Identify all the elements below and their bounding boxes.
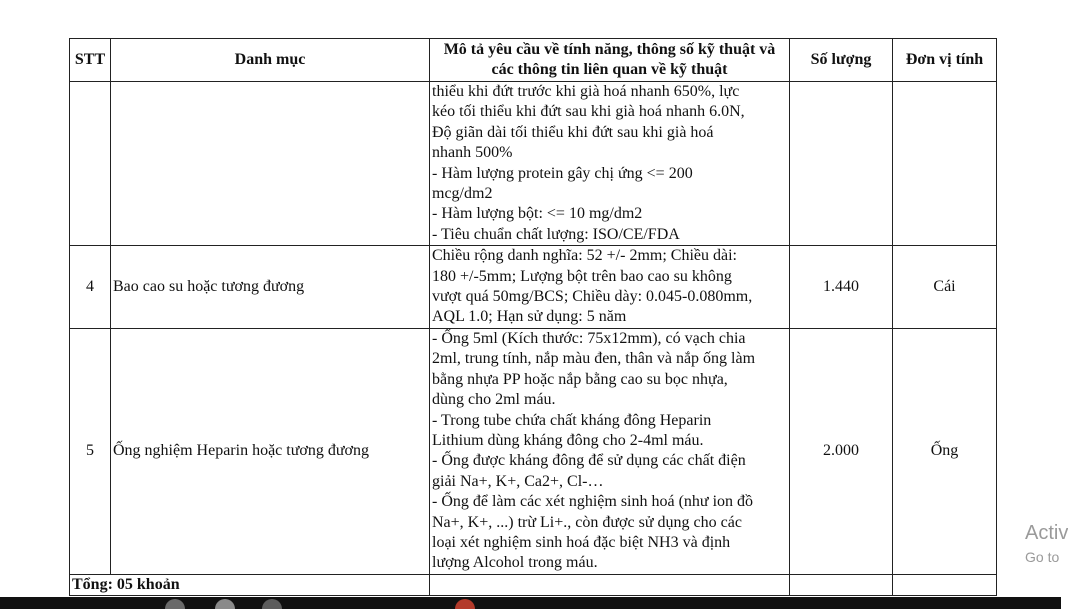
row-category: Bao cao su hoặc tương đương xyxy=(111,246,430,329)
header-unit: Đơn vị tính xyxy=(893,39,997,82)
taskbar-app-icon[interactable] xyxy=(455,599,475,609)
total-label: Tổng: 05 khoản xyxy=(70,574,430,595)
total-row xyxy=(70,574,997,595)
specification-table xyxy=(69,38,997,596)
row-description: thiểu khi đứt trước khi già hoá nhanh 650%, lực kéo tối thiểu khi đứt sau khi già hoá nhanh 6.0N, Độ giãn dài tối thiểu khi đứt sau khi già hoá nhanh 500% - Hàm lượng protein gây chị ứng <= 200 mcg/dm2 - Hàm lượng bột: <= 10 mg/dm2 - Tiêu chuẩn chất lượng: ISO/CE/FDA xyxy=(430,82,790,246)
activate-windows-watermark xyxy=(1025,522,1068,566)
row-stt xyxy=(70,82,111,246)
row-unit: Cái xyxy=(893,246,997,329)
header-row xyxy=(70,39,997,82)
taskbar-app-icon[interactable] xyxy=(215,599,235,609)
total-empty-cell xyxy=(790,574,893,595)
total-empty-cell xyxy=(430,574,790,595)
taskbar-app-icon[interactable] xyxy=(262,599,282,609)
row-quantity xyxy=(790,82,893,246)
header-category: Danh mục xyxy=(111,39,430,82)
header-description: Mô tả yêu cầu về tính năng, thông số kỹ thuật và các thông tin liên quan về kỹ thuật xyxy=(430,39,790,82)
row-category xyxy=(111,82,430,246)
watermark-line-1: Activ xyxy=(1025,522,1068,544)
table-row xyxy=(70,82,997,246)
row-quantity: 1.440 xyxy=(790,246,893,329)
row-description: Chiều rộng danh nghĩa: 52 +/- 2mm; Chiều dài: 180 +/-5mm; Lượng bột trên bao cao su không vượt quá 50mg/BCS; Chiều dày: 0.045-0.080mm, AQL 1.0; Hạn sử dụng: 5 năm xyxy=(430,246,790,329)
row-unit xyxy=(893,82,997,246)
row-category: Ống nghiệm Heparin hoặc tương đương xyxy=(111,328,430,574)
total-empty-cell xyxy=(893,574,997,595)
row-quantity: 2.000 xyxy=(790,328,893,574)
row-description: - Ống 5ml (Kích thước: 75x12mm), có vạch chia 2ml, trung tính, nắp màu đen, thân và nắp ống làm bằng nhựa PP hoặc nắp bằng cao su bọc nhựa, dùng cho 2ml máu. - Trong tube chứa chất kháng đông Heparin Lithium dùng kháng đông cho 2-4ml máu. - Ống được kháng đông để sử dụng các chất điện giải Na+, K+, Ca2+, Cl-… - Ống để làm các xét nghiệm sinh hoá (như ion đồ Na+, K+, ...) trừ Li+., còn được sử dụng cho các loại xét nghiệm sinh hoá đặc biệt NH3 và định lượng Alcohol trong máu. xyxy=(430,328,790,574)
table-row xyxy=(70,328,997,574)
table-row xyxy=(70,246,997,329)
header-quantity: Số lượng xyxy=(790,39,893,82)
row-stt: 4 xyxy=(70,246,111,329)
header-stt: STT xyxy=(70,39,111,82)
watermark-line-2: Go to xyxy=(1025,549,1060,565)
row-unit: Ống xyxy=(893,328,997,574)
row-stt: 5 xyxy=(70,328,111,574)
taskbar[interactable] xyxy=(0,597,1061,609)
taskbar-app-icon[interactable] xyxy=(165,599,185,609)
